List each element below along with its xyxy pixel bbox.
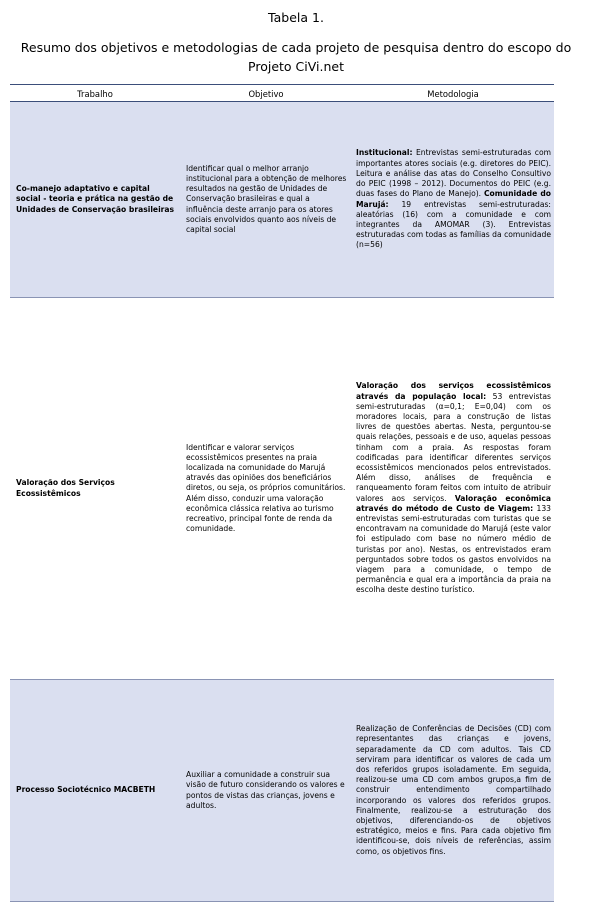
cell-trabalho: Valoração dos Serviços Ecossistêmicos bbox=[10, 298, 180, 680]
header-trabalho: Trabalho bbox=[10, 85, 180, 102]
table-row bbox=[10, 102, 554, 298]
summary-table bbox=[10, 84, 554, 902]
cell-trabalho: Co-manejo adaptativo e capital social - teoria e prática na gestão de Unidades de Conservação brasileiras bbox=[10, 102, 180, 298]
table-header-row bbox=[10, 85, 554, 102]
header-objetivo: Objetivo bbox=[180, 85, 352, 102]
cell-metodologia bbox=[352, 680, 554, 902]
cell-objetivo: Identificar e valorar serviços ecossistêmicos presentes na praia localizada na comunidade do Marujá através das opiniões dos beneficiários diretos, ou seja, os próprios comunitários. Além disso, conduzir uma valoração econômica clássica relativa ao turismo recreativo, principal fonte de renda da comunidade. bbox=[180, 298, 352, 680]
metodologia-lead: Institucional: bbox=[356, 148, 413, 158]
cell-metodologia bbox=[352, 102, 554, 298]
metodologia-lead: Comunidade do Marujá: bbox=[356, 189, 551, 209]
table-label: Tabela 1. bbox=[268, 10, 324, 25]
metodologia-lead: Valoração econômica através do método de Custo de Viagem: bbox=[356, 493, 551, 513]
cell-objetivo: Identificar qual o melhor arranjo institucional para a obtenção de melhores resultados na gestão de Unidades de Conservação brasileiras e qual a influência deste arranjo para os atores sociais envolvidos quanto aos níveis de capital social bbox=[180, 102, 352, 298]
table-title: Resumo dos objetivos e metodologias de cada projeto de pesquisa dentro do escopo do Projeto CiVi.net bbox=[20, 40, 572, 74]
metodologia-text: 133 entrevistas semi-estruturadas com turistas que se encontravam na comunidade do Marujá (este valor foi estipulado com base no número médio de turistas por ano). Nestas, os entrevistados eram perguntados sobre todos os gastos envolvidos na viagem para a comunidade, o tempo de permanência e qual era a importância da praia na escolha deste destino turístico. bbox=[356, 503, 551, 595]
metodologia-text: 19 entrevistas semi-estruturadas: aleatórias (16) com a comunidade e com integrantes da AMOMAR (3). Entrevistas estruturadas com todas as famílias da comunidade (n=56) bbox=[356, 199, 551, 250]
header-metodologia: Metodologia bbox=[352, 85, 554, 102]
metodologia-text: 53 entrevistas semi-estruturadas (α=0,1; E=0,04) com os moradores locais, para a construção de listas livres de questões abertas. Nesta, perguntou-se quais relações, pessoais e de uso, aquelas pessoas tinham com a praia. As respostas foram codificadas para identificar diferentes serviços ecossistêmicos mencionados pelos entrevistados. Além disso, análises de frequência e ranqueamento foram feitos com intuito de atribuir valores aos serviços. bbox=[356, 391, 552, 503]
metodologia-text: Entrevistas semi-estruturadas com importantes atores sociais (e.g. diretores do PEIC). Leitura e análise das atas do Conselho Consultivo do PEIC (1998 – 2012). Documentos do PEIC (e.g. duas fases do Plano de Manejo). bbox=[356, 148, 551, 199]
table-row bbox=[10, 298, 554, 680]
cell-trabalho: Processo Sociotécnico MACBETH bbox=[10, 680, 180, 902]
metodologia-text: Realização de Conferências de Decisões (CD) com representantes das crianças e jovens, separadamente da CD com adultos. Tais CD serviram para identificar os valores de cada um dos referidos grupos isoladamente. Em seguida, realizou-se uma CD com ambos grupos,a fim de construir entendimento compartilhado incorporando os valores dos referidos grupos. Finalmente, realizou-se a estruturação dos objetivos, diferenciando-os de objetivos estratégico, meios e fins. Para cada objetivo fim identificou-se, dois níveis de referências, assim como, os objetivos fins. bbox=[356, 724, 551, 856]
metodologia-lead: Valoração dos serviços ecossistêmicos através da população local: bbox=[356, 381, 551, 401]
cell-metodologia bbox=[352, 298, 554, 680]
cell-objetivo: Auxiliar a comunidade a construir sua visão de futuro considerando os valores e pontos de vistas das crianças, jovens e adultos. bbox=[180, 680, 352, 902]
table-row bbox=[10, 680, 554, 902]
